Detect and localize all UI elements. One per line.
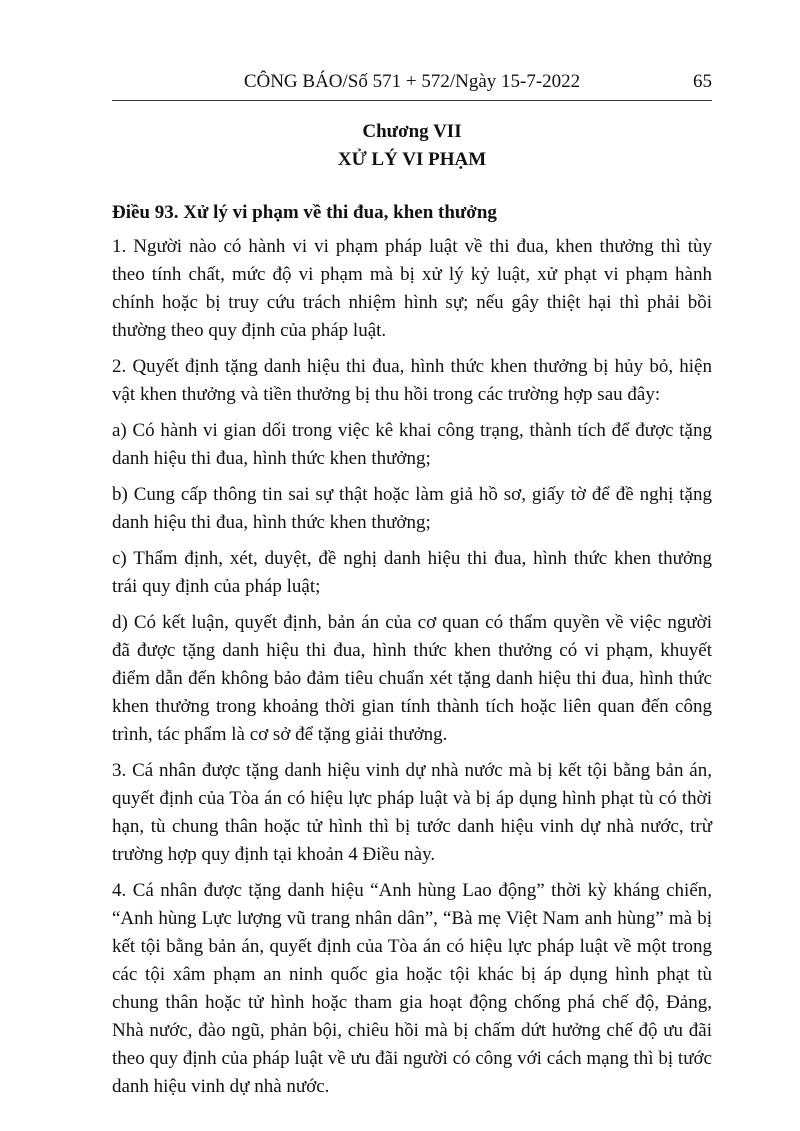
- article-paragraph: 4. Cá nhân được tặng danh hiệu “Anh hùng Lao động” thời kỳ kháng chiến, “Anh hùng Lực lượng vũ trang nhân dân”, “Bà mẹ Việt Nam anh hùng” mà bị kết tội bằng bản án, quyết định của Tòa án có hiệu lực pháp luật về một trong các tội xâm phạm an ninh quốc gia hoặc tội khác bị áp dụng hình phạt tù chung thân hoặc tử hình hoặc tham gia hoạt động chống phá chế độ, Đảng, Nhà nước, đào ngũ, phản bội, chiêu hồi mà bị chấm dứt hưởng chế độ ưu đãi theo quy định của pháp luật về ưu đãi người có công với cách mạng thì bị tước danh hiệu vinh dự nhà nước.: [112, 880, 712, 1097]
- article-paragraph: 3. Cá nhân được tặng danh hiệu vinh dự nhà nước mà bị kết tội bằng bản án, quyết định của Tòa án có hiệu lực pháp luật và bị áp dụng hình phạt tù có thời hạn, tù chung thân hoặc tử hình thì bị tước danh hiệu vinh dự nhà nước, trừ trường hợp quy định tại khoản 4 Điều này.: [112, 760, 712, 865]
- chapter-number: Chương VII: [362, 121, 462, 142]
- article-paragraph: 2. Quyết định tặng danh hiệu thi đua, hình thức khen thưởng bị hủy bỏ, hiện vật khen thưởng và tiền thưởng bị thu hồi trong các trường hợp sau đây:: [112, 356, 712, 405]
- chapter-title: XỬ LÝ VI PHẠM: [337, 149, 487, 170]
- article-paragraph: c) Thẩm định, xét, duyệt, đề nghị danh hiệu thi đua, hình thức khen thưởng trái quy định của pháp luật;: [112, 548, 712, 597]
- gazette-header-title: CÔNG BÁO/Số 571 + 572/Ngày 15-7-2022: [243, 71, 581, 92]
- article-paragraph: a) Có hành vi gian dối trong việc kê khai công trạng, thành tích để được tặng danh hiệu thi đua, hình thức khen thưởng;: [112, 420, 712, 469]
- article-title: Điều 93. Xử lý vi phạm về thi đua, khen thưởng: [112, 202, 497, 223]
- article-body: [112, 199, 712, 1109]
- article-paragraph: b) Cung cấp thông tin sai sự thật hoặc làm giả hồ sơ, giấy tờ để đề nghị tặng danh hiệu thi đua, hình thức khen thưởng;: [112, 484, 712, 533]
- article-paragraph: d) Có kết luận, quyết định, bản án của cơ quan có thẩm quyền về việc người đã được tặng danh hiệu thi đua, hình thức khen thưởng có vi phạm, khuyết điểm dẫn đến không bảo đảm tiêu chuẩn xét tặng danh hiệu thi đua, hình thức khen thưởng trong khoảng thời gian tính thành tích hoặc liên quan đến công trình, tác phẩm là cơ sở để tặng giải thưởng.: [112, 612, 712, 745]
- chapter-heading: [112, 118, 712, 174]
- page-number: 65: [693, 71, 712, 92]
- page-header: [112, 70, 712, 94]
- header-divider: [112, 100, 712, 101]
- article-paragraph: 1. Người nào có hành vi vi phạm pháp luật về thi đua, khen thưởng thì tùy theo tính chất, mức độ vi phạm mà bị xử lý kỷ luật, xử phạt vi phạm hành chính hoặc bị truy cứu trách nhiệm hình sự; nếu gây thiệt hại thì phải bồi thường theo quy định của pháp luật.: [112, 236, 712, 341]
